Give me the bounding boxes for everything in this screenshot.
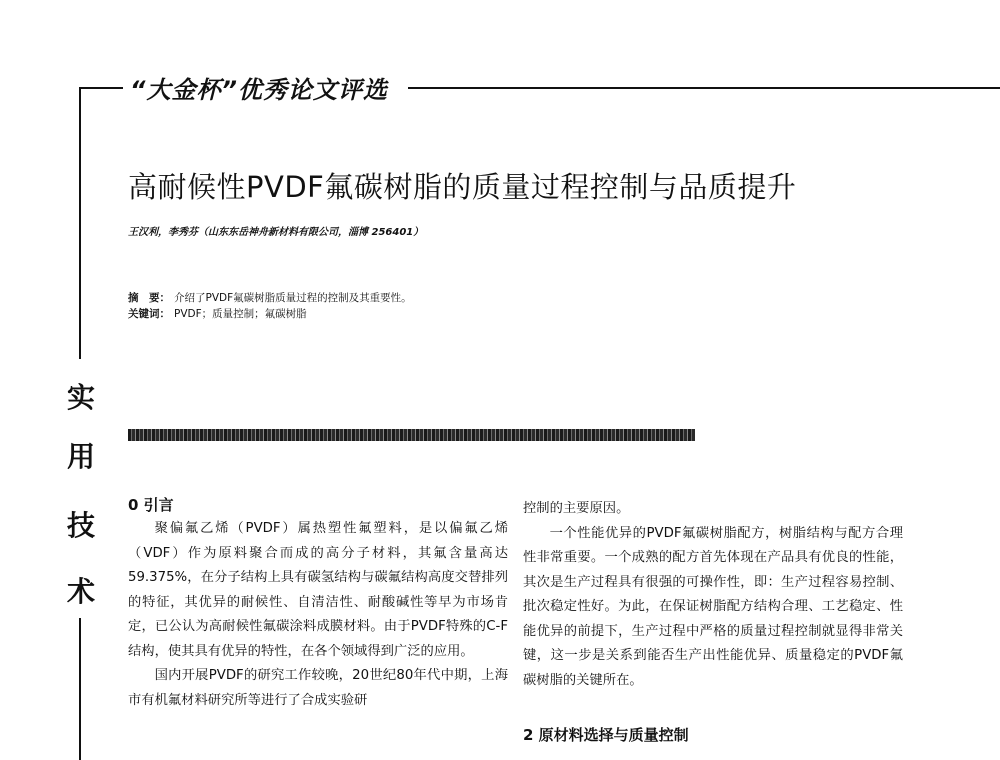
abstract-text: 介绍了PVDF氟碳树脂质量过程的控制及其重要性。 (174, 292, 412, 304)
side-rule-top (79, 87, 81, 359)
side-label-char: 用 (66, 440, 95, 473)
keywords-label: 关键词： (128, 308, 170, 320)
section-heading-intro: 0 引言 (128, 496, 174, 514)
separator-bar (128, 429, 695, 441)
paper-authors: 王汉利，李秀芬（山东东岳神舟新材料有限公司，淄博 256401） (128, 227, 424, 238)
section-title: “大金杯”优秀论文评选 (130, 76, 388, 104)
abstract-label: 摘 要： (128, 292, 170, 304)
section-heading-materials: 2 原材料选择与质量控制 (523, 726, 689, 744)
side-label-char: 技 (66, 509, 95, 542)
header-rule-right (408, 87, 1000, 89)
body-paragraph: 控制的主要原因。 (523, 501, 630, 516)
keywords-text: PVDF；质量控制；氟碳树脂 (174, 308, 307, 320)
body-column-left (128, 493, 508, 713)
side-label-char: 术 (66, 575, 95, 608)
paper-title: 高耐候性PVDF氟碳树脂的质量过程控制与品质提升 (128, 170, 797, 204)
abstract-line (128, 290, 412, 305)
keywords-line (128, 306, 307, 321)
header-rule-left (79, 87, 123, 89)
side-label-char: 实 (66, 381, 95, 414)
body-paragraph: 国内开展PVDF的研究工作较晚，20世纪80年代中期，上海市有机氟材料研究所等进行了合成实验研 (128, 668, 508, 708)
body-column-right (523, 497, 903, 747)
side-rule-bottom (79, 618, 81, 760)
body-paragraph: 聚偏氟乙烯（PVDF）属热塑性氟塑料，是以偏氟乙烯（VDF）作为原料聚合而成的高分子材料，其氟含量高达59.375%，在分子结构上具有碳氢结构与碳氟结构高度交替排列的特征，其优异的耐候性、自清洁性、耐酸碱性等早为市场肯定，已公认为高耐候性氟碳涂料成膜材料。由于PVDF特殊的C-F结构，使其具有优异的特性，在各个领域得到广泛的应用。 (128, 521, 508, 659)
body-paragraph: 一个性能优异的PVDF氟碳树脂配方，树脂结构与配方合理性非常重要。一个成熟的配方首先体现在产品具有优良的性能，其次是生产过程具有很强的可操作性，即：生产过程容易控制、批次稳定性好。为此，在保证树脂配方结构合理、工艺稳定、性能优异的前提下，生产过程中严格的质量过程控制就显得非常关键，这一步是关系到能否生产出性能优异、质量稳定的PVDF氟碳树脂的关键所在。 (523, 525, 903, 688)
